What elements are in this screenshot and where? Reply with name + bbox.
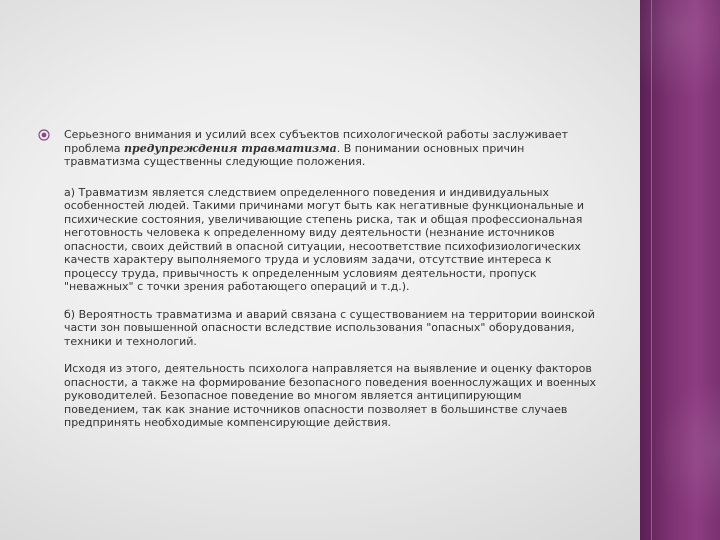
sidebar-sheen: [640, 0, 720, 100]
sidebar-divider-line: [651, 0, 652, 540]
decorative-sidebar: [640, 0, 720, 540]
paragraph-intro: [64, 128, 598, 169]
sidebar-sheen: [650, 380, 720, 520]
paragraph-intro-text-end: . В понимании основных причин травматизма существенны следующие положения.: [64, 141, 525, 168]
slide-content: [38, 128, 598, 443]
paragraph-point-b: б) Вероятность травматизма и аварий связана с существованием на территории воинской части зон повышенной опасности вследствие использования "опасных" оборудования, техники и технологий.: [64, 307, 595, 348]
bullet-item: [38, 128, 598, 430]
circle-target-bullet-icon: [38, 129, 50, 141]
paragraph-point-a: а) Травматизм является следствием определенного поведения и индивидуальных особенностей людей. Такими причинами могут быть как негативные функциональные и психические состояния, увеличивающие степень риска, так и общая профессиональная неготовность человека к определенному виду деятельности (незнание источников опасности, своих действий в опасной ситуации, несоответствие психофизиологических качеств характеру выполняемого труда и условиям задачи, отсутствие интереса к процессу труда, привычность к определенным условиям деятельности, пропуск "неважных" с точки зрения работающего операций и т.д.).: [64, 185, 585, 293]
paragraph-conclusion: Исходя из этого, деятельность психолога направляется на выявление и оценку факторов опасности, а также на формирование безопасного поведения военнослужащих и военных руководителей. Безопасное поведение во многом является антиципирующим поведением, так как знание источников опасности позволяет в большинстве случаев предпринять необходимые компенсирующие действия.: [64, 362, 597, 429]
paragraph-intro-text: Серьезного внимания и усилий всех субъектов психологической работы заслуживает проблема: [64, 128, 569, 155]
emphasis-injury-prevention: предупреждения травматизма: [124, 141, 337, 155]
